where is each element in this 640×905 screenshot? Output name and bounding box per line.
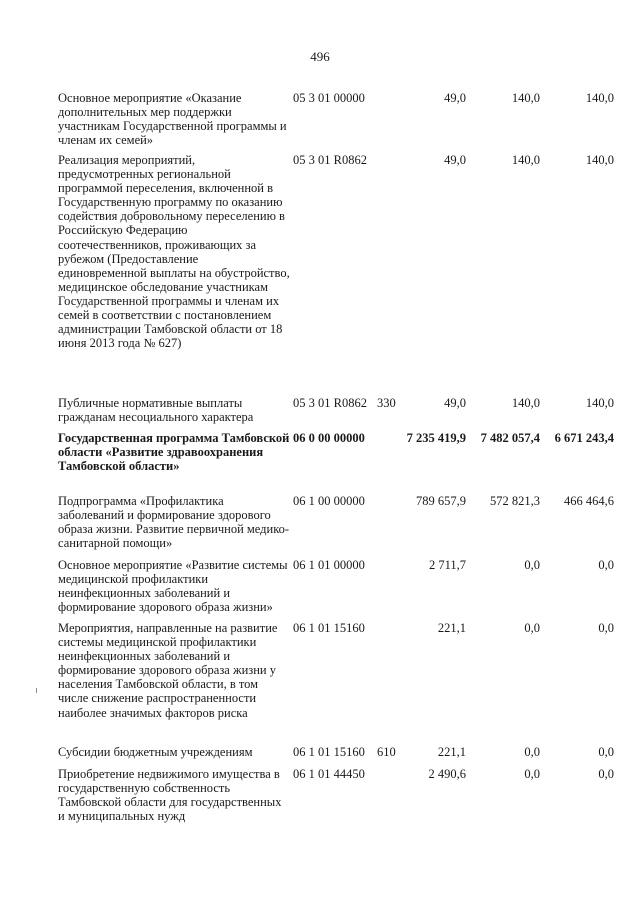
row-value-1: 221,1 — [437, 745, 466, 759]
row-value-2: 140,0 — [511, 153, 540, 167]
row-name: Основное мероприятие «Оказание дополнительных мер поддержки участникам Государственной программы и членам их семей» — [58, 91, 287, 148]
row-value-2: 0,0 — [524, 558, 540, 572]
row-code: 06 1 01 15160 — [293, 745, 365, 759]
row-value-3: 0,0 — [598, 558, 614, 572]
row-value-2: 0,0 — [524, 745, 540, 759]
row-code: 05 3 01 00000 — [293, 91, 365, 105]
row-name: Публичные нормативные выплаты гражданам несоциального характера — [58, 396, 254, 425]
row-value-2: 140,0 — [511, 91, 540, 105]
row-value-1: 2 490,6 — [428, 767, 466, 781]
row-name: Приобретение недвижимого имущества в государственную собственность Тамбовской области для государственных и муниципальных нужд — [58, 767, 282, 824]
row-value-1: 789 657,9 — [416, 494, 466, 508]
row-value-2: 7 482 057,4 — [480, 431, 540, 445]
row-value-3: 0,0 — [598, 767, 614, 781]
row-value-1: 2 711,7 — [428, 558, 466, 572]
row-value-1: 7 235 419,9 — [406, 431, 466, 445]
row-name: Основное мероприятие «Развитие системы медицинской профилактики неинфекционных заболеваний и формирование здорового образа жизни» — [58, 558, 288, 615]
row-name: Государственная программа Тамбовской области «Развитие здравоохранения Тамбовской области» — [58, 431, 290, 474]
row-name: Подпрограмма «Профилактика заболеваний и формирование здорового образа жизни. Развитие первичной медико-санитарной помощи» — [58, 494, 290, 551]
row-code: 06 1 01 44450 — [293, 767, 365, 781]
row-name: Мероприятия, направленные на развитие системы медицинской профилактики неинфекционных заболеваний и формирование здорового образа жизни у населения Тамбовской области, в том числе снижение распространенности наиболее значимых факторов риска — [58, 621, 278, 720]
row-code: 05 3 01 R0862 — [293, 396, 367, 410]
row-value-2: 140,0 — [511, 396, 540, 410]
row-name: Реализация мероприятий, предусмотренных региональной программой переселения, включенной в Государственную программу по оказанию содействия добровольному переселению в Российскую Федерацию соотечественников, проживающих за рубежом (Предоставление единовременной выплаты на обустройство, медицинское обследование участникам Государственной программы и членам их семей в соответствии с постановлением администрации Тамбовской области от 18 июня 2013 года № 627) — [58, 153, 290, 351]
row-value-1: 221,1 — [437, 621, 466, 635]
row-value-3: 140,0 — [585, 153, 614, 167]
row-value-2: 0,0 — [524, 767, 540, 781]
row-code: 05 3 01 R0862 — [293, 153, 367, 167]
row-value-1: 49,0 — [444, 91, 466, 105]
row-kind: 330 — [377, 396, 396, 410]
row-value-3: 140,0 — [585, 396, 614, 410]
row-value-3: 6 671 243,4 — [554, 431, 614, 445]
row-kind: 610 — [377, 745, 396, 759]
row-value-2: 572 821,3 — [490, 494, 540, 508]
row-code: 06 1 01 00000 — [293, 558, 365, 572]
row-value-1: 49,0 — [444, 396, 466, 410]
scan-mark — [36, 688, 37, 693]
page-number: 496 — [310, 49, 330, 64]
row-value-1: 49,0 — [444, 153, 466, 167]
row-value-3: 466 464,6 — [564, 494, 614, 508]
row-value-3: 0,0 — [598, 745, 614, 759]
row-value-3: 0,0 — [598, 621, 614, 635]
row-value-3: 140,0 — [585, 91, 614, 105]
row-code: 06 0 00 00000 — [293, 431, 365, 445]
row-code: 06 1 01 15160 — [293, 621, 365, 635]
row-code: 06 1 00 00000 — [293, 494, 365, 508]
row-name: Субсидии бюджетным учреждениям — [58, 745, 253, 759]
row-value-2: 0,0 — [524, 621, 540, 635]
